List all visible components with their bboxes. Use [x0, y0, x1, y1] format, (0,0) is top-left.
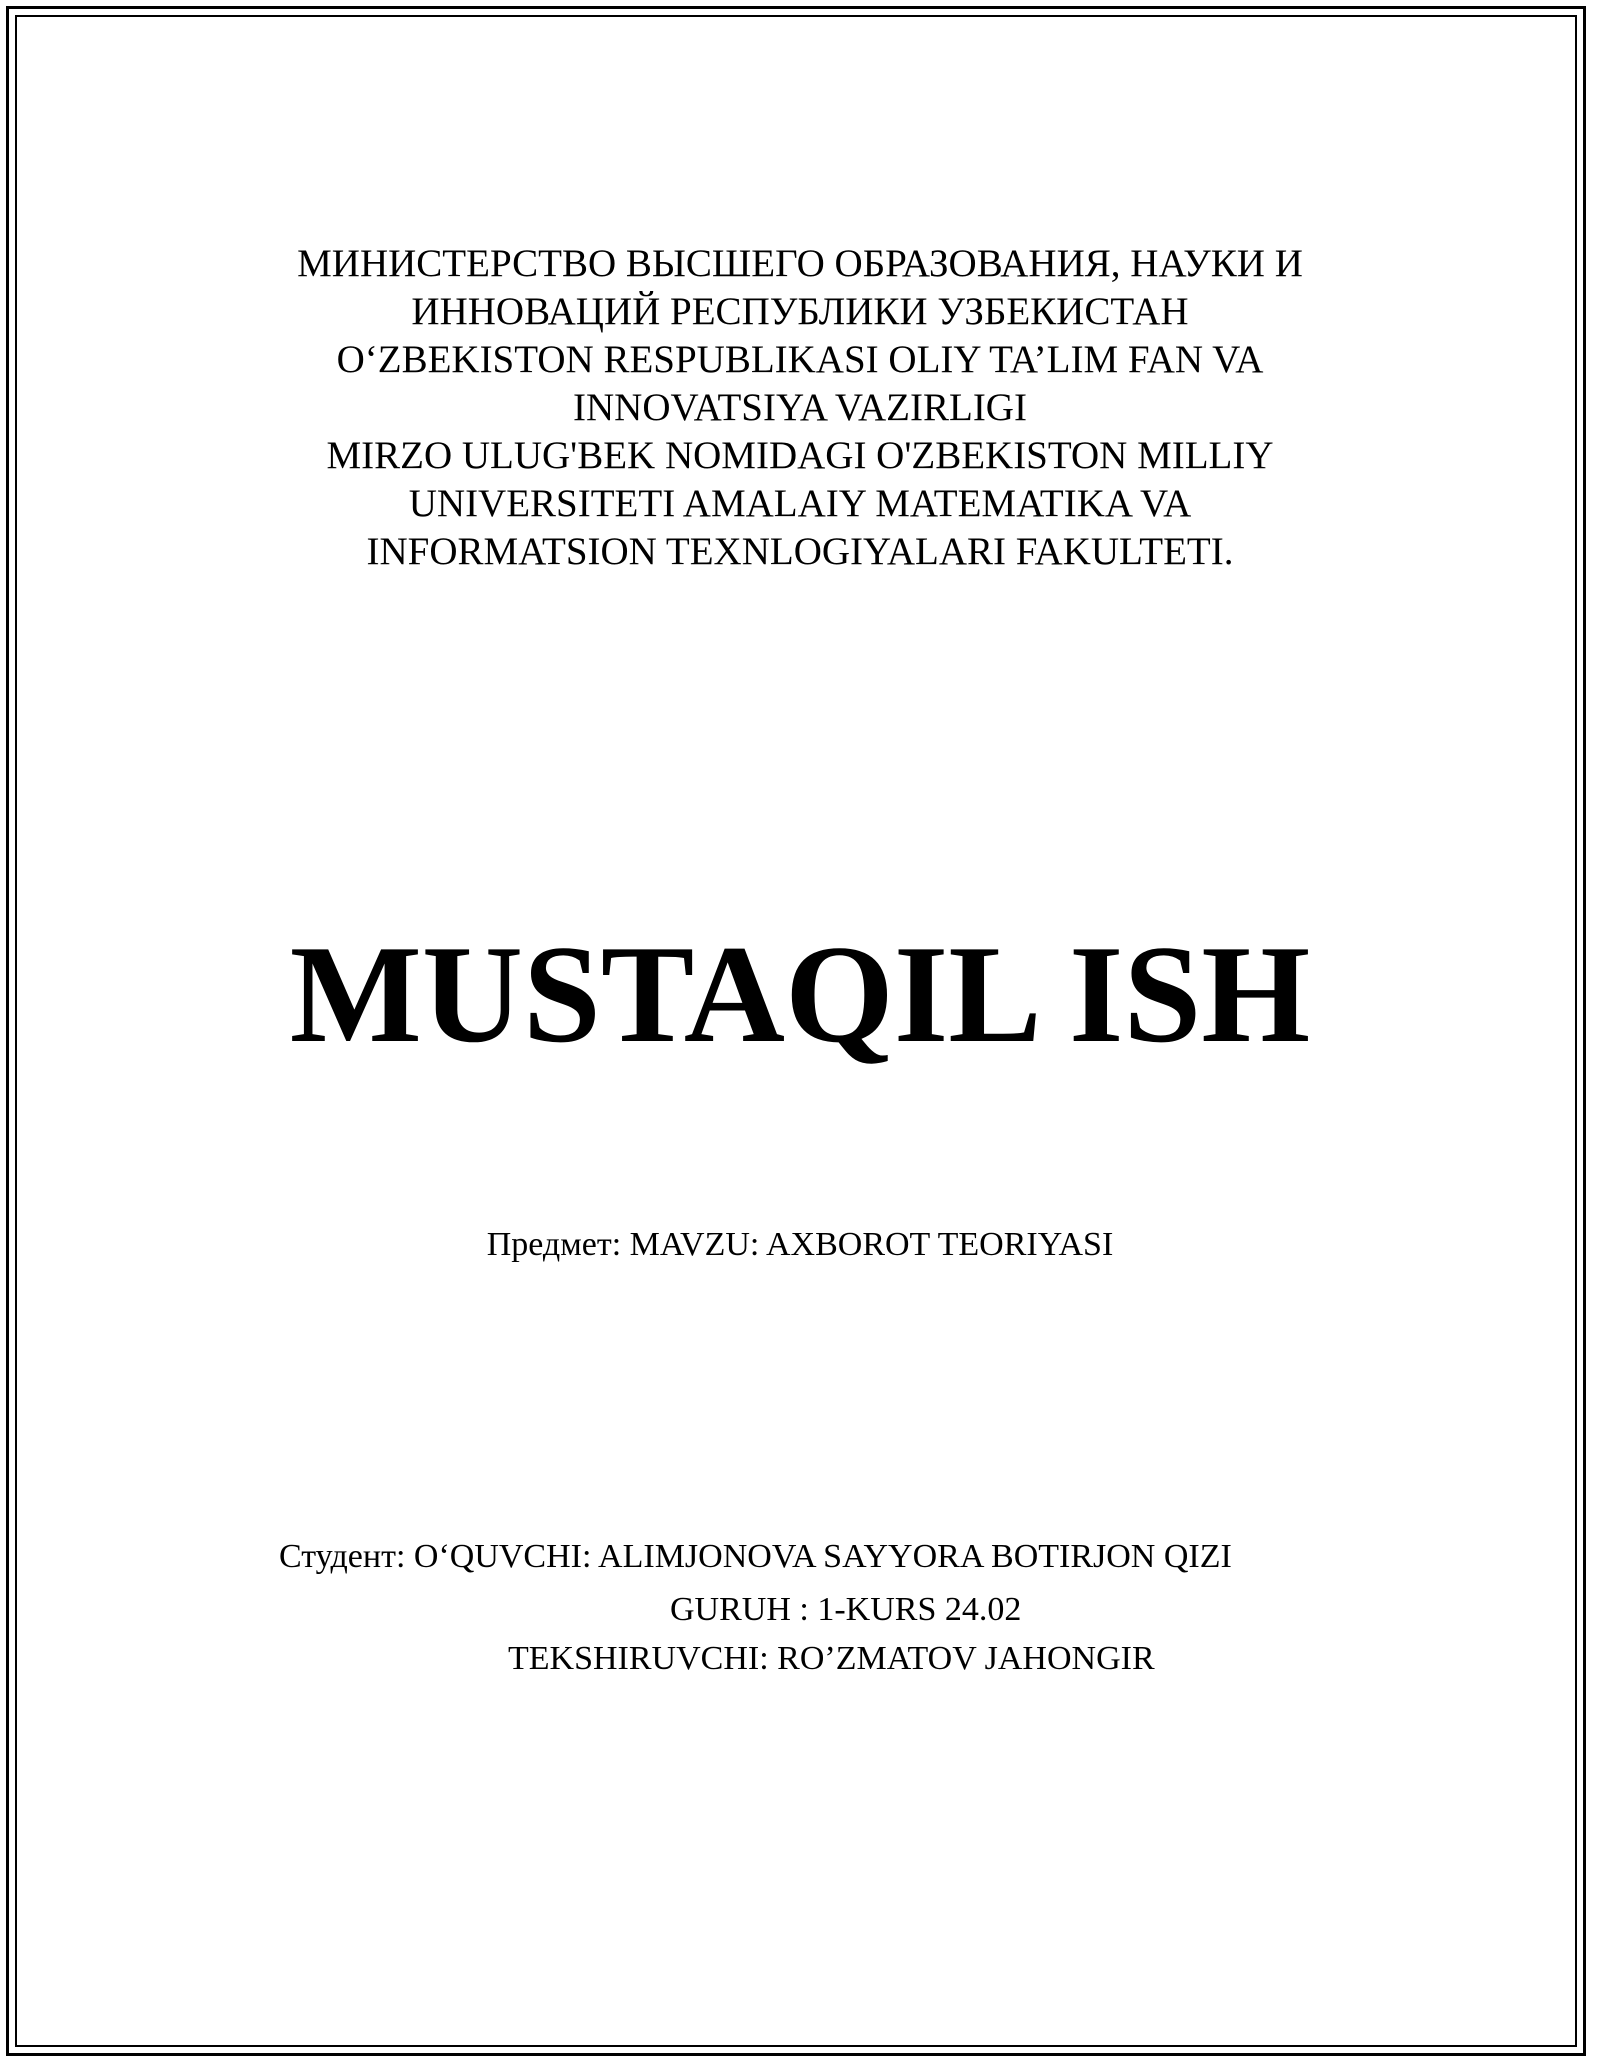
header-line: UNIVERSITETI AMALAIY MATEMATIKA VA [408, 482, 1192, 525]
institution-header [0, 240, 1600, 576]
student-line: Студент: O‘QUVCHI: ALIMJONOVA SAYYORA BOTIRJON QIZI [279, 1538, 1232, 1575]
header-line: O‘ZBEKISTON RESPUBLIKASI OLIY TA’LIM FAN VA [336, 338, 1264, 381]
header-line: МИНИСТЕРСТВО ВЫСШЕГО ОБРАЗОВАНИЯ, НАУКИ И [297, 242, 1303, 285]
document-title: MUSTAQIL ISH [289, 917, 1311, 1072]
header-line: ИННОВАЦИЙ РЕСПУБЛИКИ УЗБЕКИСТАН [411, 290, 1189, 333]
header-line: MIRZO ULUG'BEK NOMIDAGI O'ZBEKISTON MILLIY [326, 434, 1274, 477]
subject-line: Предмет: MAVZU: AXBOROT TEORIYASI [486, 1226, 1114, 1263]
header-line: INNOVATSIYA VAZIRLIGI [573, 386, 1027, 429]
header-line: INFORMATSION TEXNLOGIYALARI FAKULTETI. [366, 530, 1234, 573]
group-line: GURUH : 1-KURS 24.02 [670, 1591, 1022, 1628]
checker-line: TEKSHIRUVCHI: RO’ZMATOV JAHONGIR [508, 1640, 1155, 1677]
